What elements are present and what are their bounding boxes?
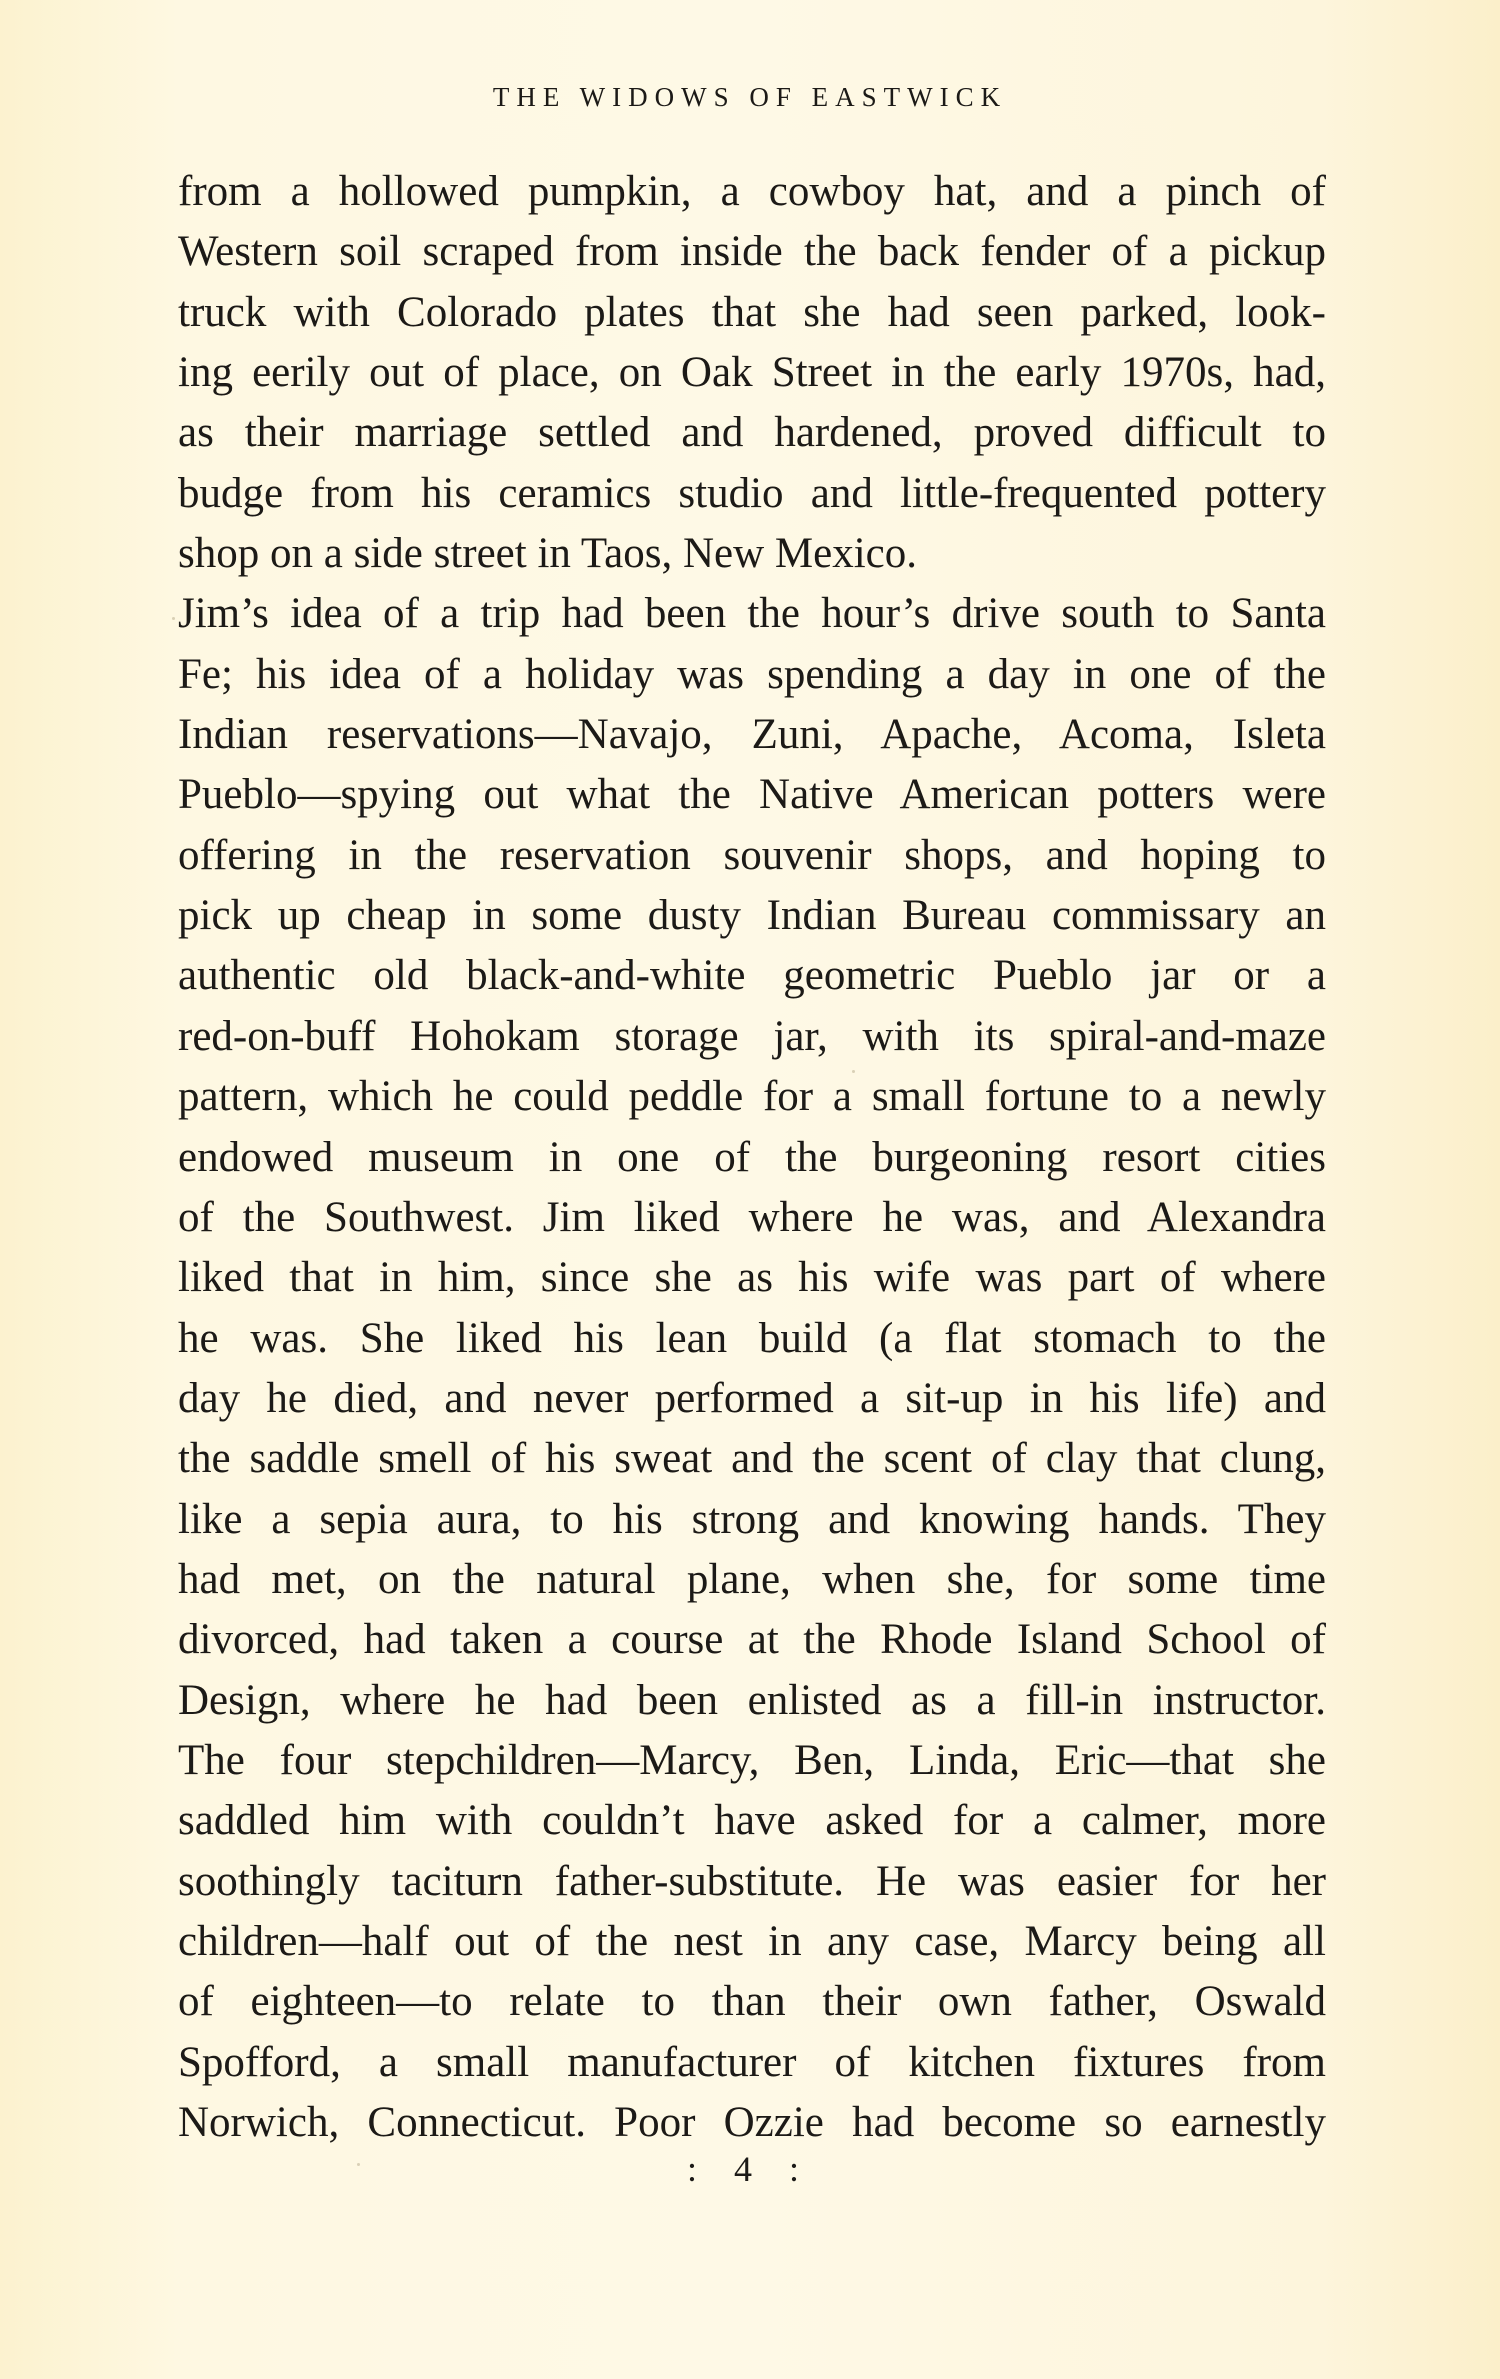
text-line: shop on a side street in Taos, New Mexico. bbox=[178, 530, 917, 578]
paragraph bbox=[178, 584, 1326, 2153]
text-line: he was. She liked his lean build (a flat stomach to the bbox=[178, 1314, 1326, 1362]
text-line: liked that in him, since she as his wife was part of where bbox=[178, 1254, 1326, 1302]
text-line: Western soil scraped from inside the back fender of a pickup bbox=[178, 228, 1326, 276]
paper-speck bbox=[172, 617, 175, 620]
running-head: THE WIDOWS OF EASTWICK bbox=[492, 82, 1008, 112]
paper-speck bbox=[357, 2163, 360, 2166]
text-line: authentic old black-and-white geometric Pueblo jar or a bbox=[178, 952, 1326, 1000]
text-line: the saddle smell of his sweat and the scent of clay that clung, bbox=[178, 1435, 1326, 1483]
body-text bbox=[178, 162, 1326, 2153]
text-line: had met, on the natural plane, when she, for some time bbox=[178, 1555, 1326, 1603]
text-line: ing eerily out of place, on Oak Street in the early 1970s, had, bbox=[178, 349, 1326, 397]
text-line: like a sepia aura, to his strong and knowing hands. They bbox=[178, 1495, 1326, 1543]
text-line: Indian reservations—Navajo, Zuni, Apache, Acoma, Isleta bbox=[178, 711, 1326, 759]
text-line: as their marriage settled and hardened, proved difficult to bbox=[178, 409, 1326, 457]
text-line: Fe; his idea of a holiday was spending a day in one of the bbox=[178, 650, 1326, 698]
text-line: Pueblo—spying out what the Native American potters were bbox=[178, 771, 1326, 819]
text-line: pick up cheap in some dusty Indian Bureau commissary an bbox=[178, 892, 1326, 940]
paragraph bbox=[178, 162, 1326, 584]
text-line: Norwich, Connecticut. Poor Ozzie had become so earnestly bbox=[178, 2099, 1326, 2146]
text-line: red-on-buff Hohokam storage jar, with its spiral-and-maze bbox=[178, 1012, 1326, 1060]
text-line: pattern, which he could peddle for a small fortune to a newly bbox=[178, 1073, 1326, 1121]
text-line: budge from his ceramics studio and little-frequented pottery bbox=[178, 469, 1326, 517]
text-line: saddled him with couldn’t have asked for a calmer, more bbox=[178, 1797, 1326, 1845]
text-line: children—half out of the nest in any case, Marcy being all bbox=[178, 1917, 1326, 1965]
text-line: of the Southwest. Jim liked where he was, and Alexandra bbox=[178, 1193, 1326, 1241]
text-line: soothingly taciturn father-substitute. He was easier for her bbox=[178, 1857, 1326, 1905]
text-line: day he died, and never performed a sit-up in his life) and bbox=[178, 1374, 1326, 1422]
paper-speck bbox=[852, 1070, 855, 1073]
text-line: Design, where he had been enlisted as a fill-in instructor. bbox=[178, 1676, 1326, 1724]
text-line: offering in the reservation souvenir shops, and hoping to bbox=[178, 831, 1326, 879]
text-line: truck with Colorado plates that she had seen parked, look- bbox=[178, 288, 1326, 336]
text-line: of eighteen—to relate to than their own father, Oswald bbox=[178, 1978, 1326, 2026]
text-line: The four stepchildren—Marcy, Ben, Linda, Eric—that she bbox=[178, 1736, 1326, 1784]
page-number: : 4 : bbox=[686, 2149, 813, 2189]
text-line: Spofford, a small manufacturer of kitchen fixtures from bbox=[178, 2038, 1326, 2086]
text-line: from a hollowed pumpkin, a cowboy hat, and a pinch of bbox=[178, 168, 1326, 215]
text-line: divorced, had taken a course at the Rhode Island School of bbox=[178, 1616, 1326, 1664]
text-line: endowed museum in one of the burgeoning resort cities bbox=[178, 1133, 1326, 1181]
text-line: Jim’s idea of a trip had been the hour’s drive south to Santa bbox=[178, 590, 1326, 638]
